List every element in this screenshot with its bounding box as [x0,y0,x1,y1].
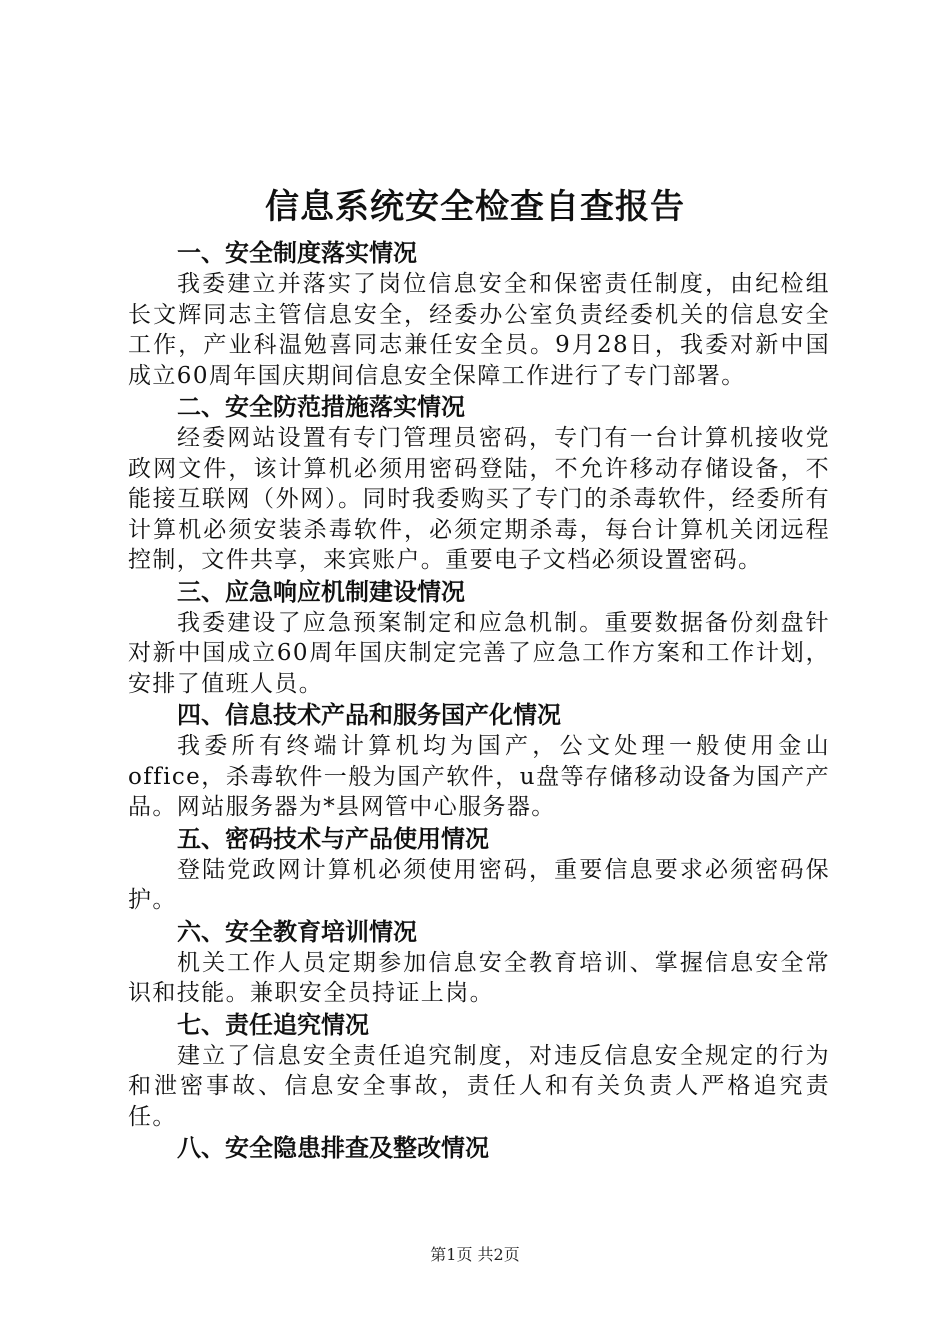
section-3 [128,576,830,700]
section-8 [128,1132,830,1164]
section-paragraph: 建立了信息安全责任追究制度，对违反信息安全规定的行为和泄密事故、信息安全事故，责任人和有关负责人严格追究责任。 [128,1042,830,1130]
section-5 [128,823,830,916]
section-heading: 六、安全教育培训情况 [177,917,417,946]
section-paragraph: 登陆党政网计算机必须使用密码，重要信息要求必须密码保护。 [128,856,830,913]
section-heading: 七、责任追究情况 [177,1010,369,1039]
section-heading: 三、应急响应机制建设情况 [177,577,465,606]
section-paragraph: 我委所有终端计算机均为国产，公文处理一般使用金山office，杀毒软件一般为国产软件，u盘等存储移动设备为国产产品。网站服务器为*县网管中心服务器。 [128,733,830,820]
section-heading: 四、信息技术产品和服务国产化情况 [177,701,561,729]
section-paragraph: 我委建立并落实了岗位信息安全和保密责任制度，由纪检组长文辉同志主管信息安全，经委办公室负责经委机关的信息安全工作，产业科温勉喜同志兼任安全员。9月28日，我委对新中国成立60周年国庆期间信息安全保障工作进行了专门部署。 [128,271,830,389]
section-paragraph: 机关工作人员定期参加信息安全教育培训、掌握信息安全常识和技能。兼职安全员持证上岗。 [128,949,830,1006]
section-paragraph: 我委建设了应急预案制定和应急机制。重要数据备份刻盘针对新中国成立60周年国庆制定完善了应急工作方案和工作计划，安排了值班人员。 [128,609,830,697]
section-1 [128,237,830,391]
section-heading: 五、密码技术与产品使用情况 [177,824,489,853]
page-footer: 第1页 共2页 [430,1245,520,1264]
document-body [128,237,830,1164]
section-heading: 二、安全防范措施落实情况 [177,393,465,421]
section-heading: 八、安全隐患排查及整改情况 [177,1134,489,1162]
section-heading: 一、安全制度落实情况 [177,239,417,267]
section-6 [128,916,830,1009]
document-title: 信息系统安全检查自查报告 [265,187,685,227]
section-4 [128,699,830,823]
section-2 [128,391,830,576]
section-paragraph: 经委网站设置有专门管理员密码，专门有一台计算机接收党政网文件，该计算机必须用密码登陆，不允许移动存储设备，不能接互联网（外网）。同时我委购买了专门的杀毒软件，经委所有计算机必须安装杀毒软件，必须定期杀毒，每台计算机关闭远程控制，文件共享，来宾账户。重要电子文档必须设置密码。 [128,425,830,573]
section-7 [128,1009,830,1133]
